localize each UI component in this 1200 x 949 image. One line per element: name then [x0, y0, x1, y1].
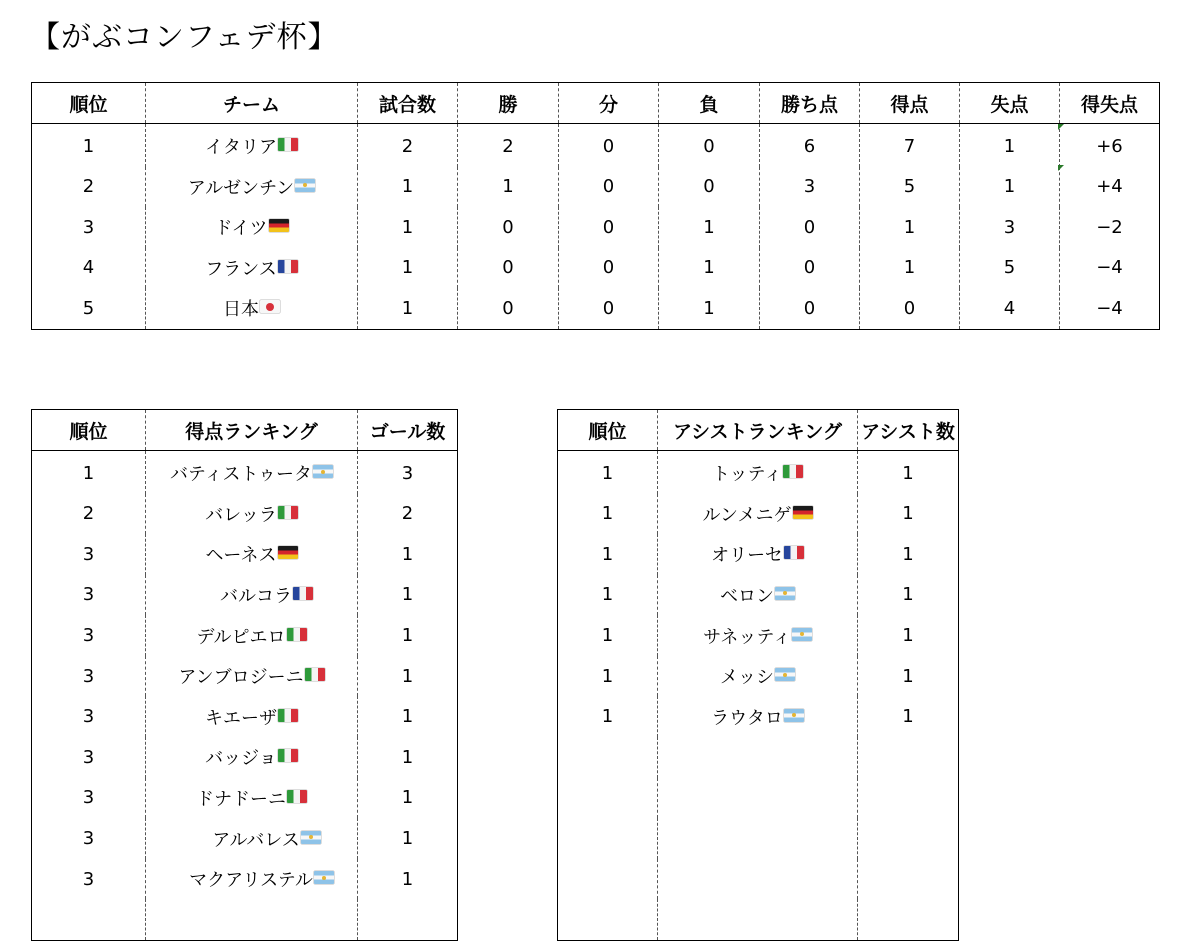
assists-cell: 1: [858, 615, 959, 656]
goals-for-cell: 5: [860, 167, 960, 208]
goals-cell: 1: [358, 534, 458, 575]
player-cell-label: バルコラ: [220, 585, 292, 607]
empty-cell: [558, 859, 658, 900]
empty-cell: [32, 899, 146, 940]
argentina-flag-icon: [775, 668, 795, 681]
empty-cell: [658, 737, 858, 778]
argentina-flag-icon: [313, 465, 333, 478]
player-cell: [658, 575, 858, 616]
goal-diff-cell: +6: [1060, 124, 1160, 167]
team-cell: [146, 124, 358, 167]
argentina-flag-icon: [301, 831, 321, 844]
empty-cell: [146, 899, 358, 940]
empty-cell: [858, 818, 959, 859]
player-cell: [658, 494, 858, 535]
assist-row: [558, 778, 959, 819]
france-flag-icon: [293, 587, 313, 600]
goals-cell: 1: [358, 737, 458, 778]
goal-diff-cell: −4: [1060, 288, 1160, 329]
assist-row: [558, 494, 959, 535]
rank-cell: 3: [82, 706, 95, 728]
header-goal-diff: 得失点: [1060, 83, 1160, 124]
team-cell: [146, 207, 358, 248]
assists-cell: 1: [858, 451, 959, 494]
empty-cell: [658, 818, 858, 859]
player-cell-label: トッティ: [711, 464, 783, 486]
scorer-row: [32, 534, 458, 575]
goals-against-cell: 5: [960, 248, 1060, 289]
played-cell: 1: [358, 248, 458, 289]
japan-flag-icon: [260, 300, 280, 313]
empty-cell: [858, 899, 959, 940]
germany-flag-icon: [278, 546, 298, 559]
rank-cell: 2: [82, 503, 95, 525]
assists-header-row: [558, 410, 959, 451]
player-cell-label: サネッティ: [703, 626, 791, 648]
empty-cell: [558, 778, 658, 819]
draw-cell: 0: [559, 207, 659, 248]
empty-cell: [858, 737, 959, 778]
scorer-row: [32, 818, 458, 859]
header-rank: 順位: [32, 83, 146, 124]
player-cell-label: ドナドーニ: [196, 788, 286, 810]
player-cell: [658, 656, 858, 697]
rank-cell: 3: [82, 216, 95, 238]
draw-cell: 0: [559, 124, 659, 167]
player-cell: [146, 494, 358, 535]
rank-cell: 1: [601, 584, 614, 606]
header-played: 試合数: [358, 83, 458, 124]
goals-for-cell: 0: [860, 288, 960, 329]
empty-cell: [858, 778, 959, 819]
assist-row: [558, 575, 959, 616]
goals-cell: 1: [358, 575, 458, 616]
rank-cell: 3: [82, 746, 95, 768]
win-cell: 0: [458, 248, 559, 289]
assist-row: [558, 534, 959, 575]
player-cell-label: オリーセ: [711, 545, 783, 567]
player-cell-label: ルンメニゲ: [702, 504, 792, 526]
goals-cell: 1: [358, 615, 458, 656]
header-scorer-ranking: 得点ランキング: [146, 410, 358, 451]
win-cell: 1: [458, 167, 559, 208]
rank-cell: 2: [82, 176, 95, 198]
header-assist-ranking: アシストランキング: [658, 410, 858, 451]
assists-cell: 1: [858, 656, 959, 697]
italy-flag-icon: [783, 465, 803, 478]
team-cell: [146, 167, 358, 208]
assists-cell: 1: [858, 575, 959, 616]
goals-against-cell: 4: [960, 288, 1060, 329]
goals-against-cell: 3: [960, 207, 1060, 248]
team-cell-label: イタリア: [205, 137, 277, 159]
player-cell: [146, 818, 358, 859]
italy-flag-icon: [305, 668, 325, 681]
assist-row: [558, 737, 959, 778]
loss-cell: 1: [659, 207, 760, 248]
standings-table: [31, 82, 1160, 330]
assist-row: [558, 615, 959, 656]
played-cell: 2: [358, 124, 458, 167]
player-cell: [146, 656, 358, 697]
goals-cell: 1: [358, 656, 458, 697]
header-rank: 順位: [558, 410, 658, 451]
player-cell: [146, 778, 358, 819]
argentina-flag-icon: [295, 179, 315, 192]
assist-row: [558, 859, 959, 900]
germany-flag-icon: [269, 219, 289, 232]
assists-cell: 1: [858, 696, 959, 737]
rank-cell: 3: [82, 584, 95, 606]
italy-flag-icon: [278, 709, 298, 722]
empty-cell: [658, 899, 858, 940]
scorers-header-row: [32, 410, 458, 451]
draw-cell: 0: [559, 288, 659, 329]
argentina-flag-icon: [784, 709, 804, 722]
team-cell: [146, 288, 358, 329]
player-cell-label: アンブロジーニ: [178, 667, 304, 689]
goals-for-cell: 1: [860, 248, 960, 289]
points-cell: 0: [760, 248, 860, 289]
points-cell: 0: [760, 288, 860, 329]
france-flag-icon: [784, 546, 804, 559]
rank-cell: 3: [82, 868, 95, 890]
player-cell-label: バティストゥータ: [169, 464, 313, 486]
player-cell: [146, 451, 358, 494]
goals-cell: 3: [358, 451, 458, 494]
rank-cell: 3: [82, 787, 95, 809]
player-cell-label: キエーザ: [205, 707, 277, 729]
win-cell: 0: [458, 288, 559, 329]
goals-cell: 1: [358, 778, 458, 819]
scorer-row: [32, 575, 458, 616]
rank-cell: 1: [601, 665, 614, 687]
team-cell-label: ドイツ: [214, 218, 268, 240]
loss-cell: 1: [659, 248, 760, 289]
draw-cell: 0: [559, 167, 659, 208]
italy-flag-icon: [278, 138, 298, 151]
empty-cell: [558, 899, 658, 940]
argentina-flag-icon: [775, 587, 795, 600]
goals-against-cell: 1: [960, 167, 1060, 208]
assist-row: [558, 656, 959, 697]
team-cell-label: アルゼンチン: [187, 177, 295, 199]
team-cell-label: フランス: [205, 258, 277, 280]
player-cell-label: バレッラ: [205, 504, 277, 526]
goal-diff-cell: +4: [1060, 167, 1160, 208]
rank-cell: 5: [82, 297, 95, 319]
germany-flag-icon: [793, 506, 813, 519]
assists-cell: 1: [858, 494, 959, 535]
player-cell: [146, 575, 358, 616]
rank-cell: 3: [82, 828, 95, 850]
empty-cell: [858, 859, 959, 900]
played-cell: 1: [358, 207, 458, 248]
italy-flag-icon: [287, 790, 307, 803]
scorer-row: [32, 656, 458, 697]
rank-cell: 3: [82, 665, 95, 687]
loss-cell: 1: [659, 288, 760, 329]
scorer-row: [32, 696, 458, 737]
player-cell-label: メッシ: [720, 667, 774, 689]
goals-for-cell: 7: [860, 124, 960, 167]
header-draw: 分: [559, 83, 659, 124]
player-cell: [146, 859, 358, 900]
goals-for-cell: 1: [860, 207, 960, 248]
argentina-flag-icon: [792, 628, 812, 641]
player-cell-label: デルピエロ: [196, 626, 286, 648]
italy-flag-icon: [278, 506, 298, 519]
player-cell-label: マクアリステル: [189, 870, 313, 892]
scorer-row: [32, 778, 458, 819]
standings-row: [32, 124, 1160, 167]
assists-cell: 1: [858, 534, 959, 575]
player-cell: [146, 696, 358, 737]
empty-cell: [358, 899, 458, 940]
rank-cell: 1: [601, 543, 614, 565]
win-cell: 2: [458, 124, 559, 167]
win-cell: 0: [458, 207, 559, 248]
points-cell: 6: [760, 124, 860, 167]
rank-cell: 1: [601, 503, 614, 525]
assist-row: [558, 818, 959, 859]
played-cell: 1: [358, 167, 458, 208]
goals-cell: 1: [358, 859, 458, 900]
header-goals-against: 失点: [960, 83, 1060, 124]
scorer-row: [32, 451, 458, 494]
played-cell: 1: [358, 288, 458, 329]
empty-cell: [558, 818, 658, 859]
team-cell-label: 日本: [223, 299, 259, 321]
scorer-row: [32, 494, 458, 535]
goals-against-cell: 1: [960, 124, 1060, 167]
header-goals: ゴール数: [358, 410, 458, 451]
header-win: 勝: [458, 83, 559, 124]
empty-cell: [558, 737, 658, 778]
player-cell: [658, 615, 858, 656]
italy-flag-icon: [287, 628, 307, 641]
header-points: 勝ち点: [760, 83, 860, 124]
header-goals-for: 得点: [860, 83, 960, 124]
empty-cell: [658, 778, 858, 819]
scorer-row: [32, 859, 458, 900]
standings-row: [32, 288, 1160, 329]
loss-cell: 0: [659, 124, 760, 167]
standings-row: [32, 167, 1160, 208]
goals-cell: 1: [358, 696, 458, 737]
assists-table: [557, 409, 959, 941]
loss-cell: 0: [659, 167, 760, 208]
france-flag-icon: [278, 260, 298, 273]
player-cell: [146, 534, 358, 575]
italy-flag-icon: [278, 749, 298, 762]
assist-row: [558, 696, 959, 737]
standings-row: [32, 207, 1160, 248]
points-cell: 3: [760, 167, 860, 208]
player-cell: [658, 451, 858, 494]
cell-comment-marker: [1058, 165, 1064, 171]
rank-cell: 1: [601, 462, 614, 484]
standings-header-row: [32, 83, 1160, 124]
goal-diff-cell: −4: [1060, 248, 1160, 289]
player-cell-label: ラウタロ: [711, 707, 783, 729]
scorer-row: [32, 737, 458, 778]
scorer-row: [32, 899, 458, 940]
scorer-row: [32, 615, 458, 656]
page-title: 【がぶコンフェデ杯】: [30, 20, 339, 55]
header-assists: アシスト数: [858, 410, 959, 451]
standings-row: [32, 248, 1160, 289]
rank-cell: 3: [82, 625, 95, 647]
header-rank: 順位: [32, 410, 146, 451]
rank-cell: 3: [82, 543, 95, 565]
cell-comment-marker: [1058, 124, 1064, 130]
player-cell: [658, 696, 858, 737]
rank-cell: 1: [82, 135, 95, 157]
draw-cell: 0: [559, 248, 659, 289]
player-cell-label: アルバレス: [212, 829, 300, 851]
player-cell-label: ヘーネス: [205, 545, 277, 567]
goal-diff-cell: −2: [1060, 207, 1160, 248]
rank-cell: 1: [601, 706, 614, 728]
rank-cell: 1: [82, 462, 95, 484]
goals-cell: 1: [358, 818, 458, 859]
assist-row: [558, 899, 959, 940]
player-cell-label: バッジョ: [205, 748, 277, 770]
argentina-flag-icon: [314, 871, 334, 884]
header-team: チーム: [146, 83, 358, 124]
rank-cell: 4: [82, 257, 95, 279]
assist-row: [558, 451, 959, 494]
points-cell: 0: [760, 207, 860, 248]
player-cell: [146, 615, 358, 656]
player-cell-label: ベロン: [720, 585, 774, 607]
player-cell: [146, 737, 358, 778]
empty-cell: [658, 859, 858, 900]
team-cell: [146, 248, 358, 289]
goals-cell: 2: [358, 494, 458, 535]
rank-cell: 1: [601, 625, 614, 647]
header-loss: 負: [659, 83, 760, 124]
player-cell: [658, 534, 858, 575]
scorers-table: [31, 409, 458, 941]
